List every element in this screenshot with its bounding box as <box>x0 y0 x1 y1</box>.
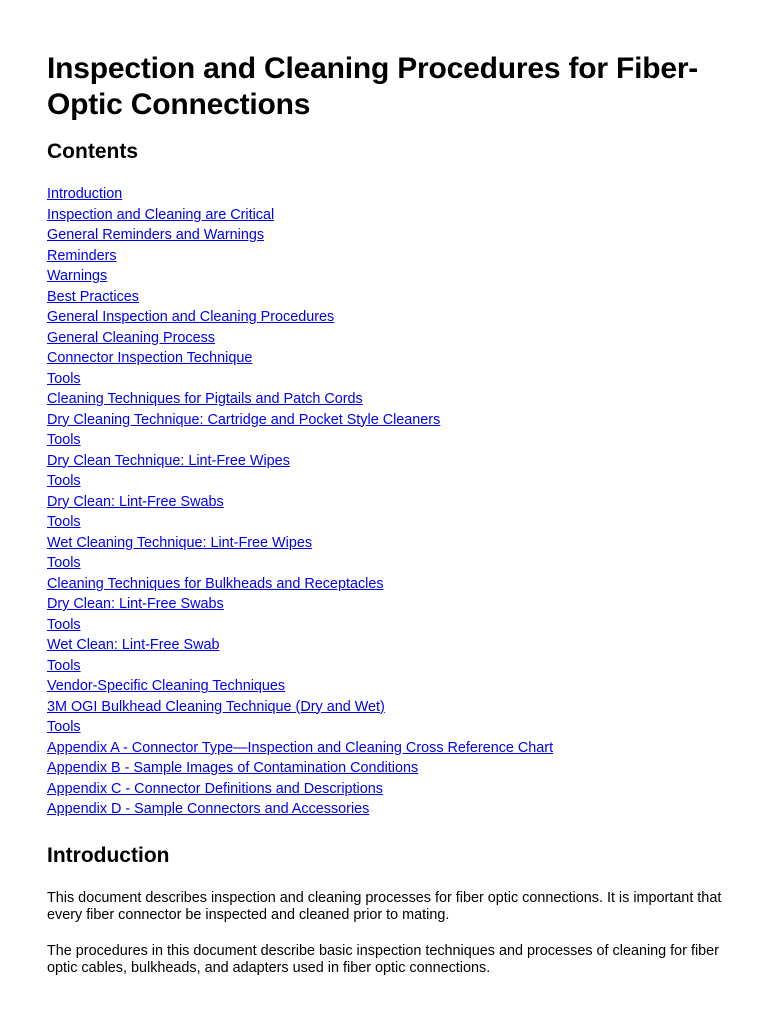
toc-link[interactable]: Tools <box>47 473 81 489</box>
toc-link[interactable]: Connector Inspection Technique <box>47 350 253 366</box>
toc-link[interactable]: Tools <box>47 555 81 571</box>
toc-link[interactable]: Appendix C - Connector Definitions and Descriptions <box>47 780 383 797</box>
toc-link[interactable]: Wet Clean: Lint-Free Swab <box>47 637 220 653</box>
toc-link[interactable]: Appendix A - Connector Type—Inspection and Cleaning Cross Reference Chart <box>47 739 554 756</box>
toc-item <box>47 328 553 349</box>
toc-item <box>47 430 553 451</box>
introduction-heading: Introduction <box>47 844 170 867</box>
toc-link[interactable]: Cleaning Techniques for Bulkheads and Receptacles <box>47 575 384 592</box>
toc-link[interactable]: Reminders <box>47 247 117 264</box>
introduction-paragraph-1: This document describes inspection and cleaning processes for fiber optic connections. It is important that every fiber connector be inspected and cleaned prior to mating. <box>47 890 722 923</box>
toc-item <box>47 697 553 718</box>
toc-item <box>47 348 553 369</box>
toc-item <box>47 246 553 267</box>
toc-link[interactable]: General Cleaning Process <box>47 329 215 346</box>
toc-item <box>47 410 553 431</box>
toc-link[interactable]: Tools <box>47 514 81 530</box>
toc-item <box>47 758 553 779</box>
toc-link[interactable]: Tools <box>47 657 81 674</box>
toc-link[interactable]: Dry Clean: Lint-Free Swabs <box>47 596 224 612</box>
toc-item <box>47 656 553 677</box>
toc-item <box>47 451 553 472</box>
toc-item <box>47 492 553 513</box>
toc-item <box>47 225 553 246</box>
toc-item <box>47 533 553 554</box>
toc-item <box>47 676 553 697</box>
toc-link[interactable]: Appendix D - Sample Connectors and Accessories <box>47 801 370 817</box>
toc-item <box>47 799 553 820</box>
introduction-paragraph-2: The procedures in this document describe basic inspection techniques and processes of cleaning for fiber optic cables, bulkheads, and adapters used in fiber optic connections. <box>47 943 719 976</box>
document-title: Inspection and Cleaning Procedures for Fiber-Optic Connections <box>47 52 699 121</box>
toc-item <box>47 615 553 636</box>
toc-link[interactable]: Best Practices <box>47 288 139 305</box>
toc-item <box>47 717 553 738</box>
toc-link[interactable]: General Inspection and Cleaning Procedures <box>47 309 335 325</box>
toc-item <box>47 266 553 287</box>
toc-item <box>47 307 553 328</box>
toc-link[interactable]: Tools <box>47 616 81 633</box>
toc-item <box>47 287 553 308</box>
toc-link[interactable]: General Reminders and Warnings <box>47 227 265 243</box>
toc-item <box>47 205 553 226</box>
table-of-contents <box>47 184 553 820</box>
toc-link[interactable]: Dry Cleaning Technique: Cartridge and Pocket Style Cleaners <box>47 411 441 428</box>
toc-link[interactable]: Cleaning Techniques for Pigtails and Patch Cords <box>47 391 363 407</box>
toc-link[interactable]: Dry Clean: Lint-Free Swabs <box>47 493 224 510</box>
toc-item <box>47 635 553 656</box>
toc-item <box>47 574 553 595</box>
toc-item <box>47 369 553 390</box>
toc-item <box>47 184 553 205</box>
toc-link[interactable]: Tools <box>47 719 81 735</box>
toc-link[interactable]: Inspection and Cleaning are Critical <box>47 206 275 223</box>
toc-item <box>47 553 553 574</box>
toc-link[interactable]: Introduction <box>47 186 123 202</box>
toc-item <box>47 471 553 492</box>
toc-link[interactable]: Tools <box>47 432 81 448</box>
toc-link[interactable]: Tools <box>47 370 81 387</box>
toc-item <box>47 512 553 533</box>
toc-link[interactable]: Dry Clean Technique: Lint-Free Wipes <box>47 452 290 469</box>
contents-heading: Contents <box>47 140 138 163</box>
toc-link[interactable]: 3M OGI Bulkhead Cleaning Technique (Dry and Wet) <box>47 698 385 715</box>
toc-item <box>47 389 553 410</box>
toc-item <box>47 738 553 759</box>
toc-item <box>47 779 553 800</box>
toc-link[interactable]: Vendor-Specific Cleaning Techniques <box>47 678 286 694</box>
toc-link[interactable]: Appendix B - Sample Images of Contamination Conditions <box>47 760 419 776</box>
toc-link[interactable]: Wet Cleaning Technique: Lint-Free Wipes <box>47 534 313 551</box>
toc-item <box>47 594 553 615</box>
toc-link[interactable]: Warnings <box>47 268 108 284</box>
